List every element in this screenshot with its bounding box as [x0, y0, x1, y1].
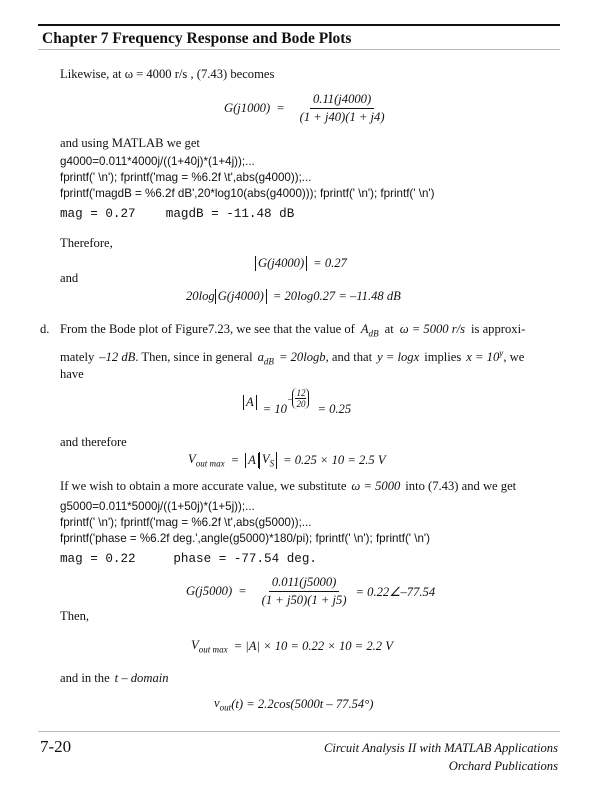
header-rule — [38, 49, 560, 50]
code-line: fprintf(' \n'); fprintf('mag = %6.2f \t',abs(g5000));... — [60, 516, 312, 529]
v-symbol: V — [188, 452, 196, 466]
paragraph-accurate — [60, 479, 516, 494]
eq4-abs-a: A — [243, 395, 257, 410]
db-subscript: dB — [263, 356, 274, 367]
text: is approxi- — [471, 322, 526, 336]
out-max-sub: out max — [198, 644, 228, 655]
equation-vout-t — [214, 696, 373, 713]
equation-db — [186, 289, 401, 304]
y-sup: y — [499, 348, 504, 358]
eq3-pre: 20log — [186, 289, 215, 303]
item-d-line3: have — [60, 367, 84, 381]
eq6-lhs: G(j5000) — [186, 584, 233, 598]
code-line: fprintf('magdB = %6.2f dB',20*log10(abs(g4000))); fprintf(' \n'); fprintf(' \n') — [60, 187, 435, 200]
v-symbol: V — [191, 638, 199, 652]
book-title: Circuit Analysis II with MATLAB Applications — [323, 741, 558, 755]
paragraph-then: Then, — [60, 609, 90, 623]
item-d-line2 — [60, 348, 524, 367]
a-lower: a — [257, 350, 264, 365]
eq5-equals: = — [230, 452, 240, 467]
paragraph-and: and — [60, 271, 79, 285]
x-base: x = 10 — [466, 350, 500, 365]
text: and in the — [60, 671, 110, 685]
top-rule — [38, 24, 560, 26]
equation-vout-max-accurate — [191, 638, 393, 655]
eq8-lhs — [214, 696, 231, 713]
eq2-abs: G(j4000) — [255, 256, 307, 271]
eq8-rhs: (t) = 2.2cos(5000t – 77.54°) — [231, 696, 374, 711]
v-symbol: v — [214, 696, 220, 710]
equation-vout-max — [188, 452, 386, 469]
code-line: fprintf('phase = %6.2f deg.',angle(g5000)*180/pi); fprintf(' \n'); fprintf(' \n') — [60, 532, 430, 545]
text: at — [384, 322, 394, 336]
chapter-header: Chapter 7 Frequency Response and Bode Plots — [42, 30, 352, 47]
matlab-output: mag = 0.22 phase = -77.54 deg. — [60, 552, 317, 566]
db-subscript: dB — [368, 328, 379, 339]
t-domain: t – domain — [114, 671, 169, 685]
paragraph-likewise: Likewise, at ω = 4000 r/s , (7.43) becomes — [60, 67, 275, 81]
eq2-rhs: = 0.27 — [313, 256, 347, 270]
code-line: fprintf(' \n'); fprintf('mag = %6.2f \t',abs(g4000));... — [60, 171, 312, 184]
omega-5000: ω = 5000 — [351, 479, 401, 493]
x-pow — [466, 348, 503, 365]
out-sub: out — [219, 702, 232, 713]
eq4-sign: – — [287, 393, 293, 404]
page-number: 7-20 — [40, 737, 72, 756]
eq6-fraction — [259, 575, 350, 608]
equation-a-ten-power — [243, 388, 351, 417]
text: From the Bode plot of Figure7.23, we see that the value of — [60, 322, 355, 336]
out-max-sub: out max — [195, 458, 225, 469]
a-symbol: A — [360, 322, 369, 336]
eq1-denominator: (1 + j40)(1 + j4) — [299, 110, 385, 124]
paragraph-therefore: Therefore, — [60, 236, 113, 250]
eq6-rhs: = 0.22∠–77.54 — [355, 584, 436, 599]
equation-mag-g-j4000 — [255, 256, 347, 271]
eq6-equals: = — [238, 584, 247, 598]
eq6-denominator: (1 + j50)(1 + j5) — [261, 593, 347, 607]
eq1-fraction — [297, 92, 388, 125]
paragraph-and-therefore: and therefore — [60, 435, 127, 449]
eq3-rhs: = 20log0.27 = –11.48 dB — [272, 289, 401, 303]
code-line: g4000=0.011*4000j/((1+40j)*(1+4j));... — [60, 155, 255, 168]
v-symbol: V — [261, 452, 270, 466]
text: . Then, since in general — [135, 350, 253, 365]
text: implies — [424, 350, 462, 365]
matlab-output: mag = 0.27 magdB = -11.48 dB — [60, 207, 295, 221]
eq3-abs: G(j4000) — [215, 289, 267, 304]
eq4-exponent — [288, 388, 310, 409]
paragraph-time-domain — [60, 671, 169, 686]
eq6-numerator: 0.011(j5000) — [269, 575, 339, 592]
equation-g-j5000 — [186, 575, 435, 608]
omega-value: ω = 5000 r/s — [399, 322, 466, 336]
paragraph-matlab: and using MATLAB we get — [60, 136, 200, 150]
publisher: Orchard Publications — [448, 759, 558, 773]
eq5-rhs: = 0.25 × 10 = 2.5 V — [283, 452, 386, 467]
eq4-exp-num: 12 — [296, 388, 306, 398]
item-d-line1 — [60, 322, 525, 339]
eq7-rhs: = |A| × 10 = 0.22 × 10 = 2.2 V — [233, 638, 393, 653]
eq7-lhs — [191, 638, 228, 655]
text: , and that — [325, 350, 373, 365]
eq5-lhs — [188, 452, 225, 469]
text: into (7.43) and we get — [405, 479, 517, 493]
y-logx: y = logx — [377, 350, 420, 365]
minus-12-db: –12 dB — [99, 350, 136, 365]
eq1-equals: = — [276, 101, 285, 115]
footer-rule — [38, 731, 560, 732]
code-line: g5000=0.011*5000j/((1+50j)*(1+5j));... — [60, 500, 255, 513]
text: mately — [60, 350, 95, 365]
eq5-abs-vs — [259, 452, 277, 469]
item-label-d: d. — [40, 322, 50, 336]
text: , we — [503, 350, 525, 365]
eq4-rhs: = 0.25 — [317, 402, 352, 416]
eq5-abs-a: A — [245, 453, 259, 468]
eq4-exp-den: 20 — [296, 399, 306, 409]
log-formula: = 20logb — [278, 350, 326, 365]
eq1-numerator: 0.11(j4000) — [310, 92, 374, 109]
a-db-symbol — [361, 322, 379, 339]
eq4-base: = 10 — [262, 402, 287, 416]
eq4-exp-fraction — [292, 388, 309, 409]
s-sub: S — [269, 458, 275, 469]
equation-g-j1000 — [224, 92, 394, 125]
text: If we wish to obtain a more accurate value, we substitute — [60, 479, 347, 493]
a-db-lower — [258, 350, 274, 367]
eq1-lhs: G(j1000) — [224, 101, 271, 115]
